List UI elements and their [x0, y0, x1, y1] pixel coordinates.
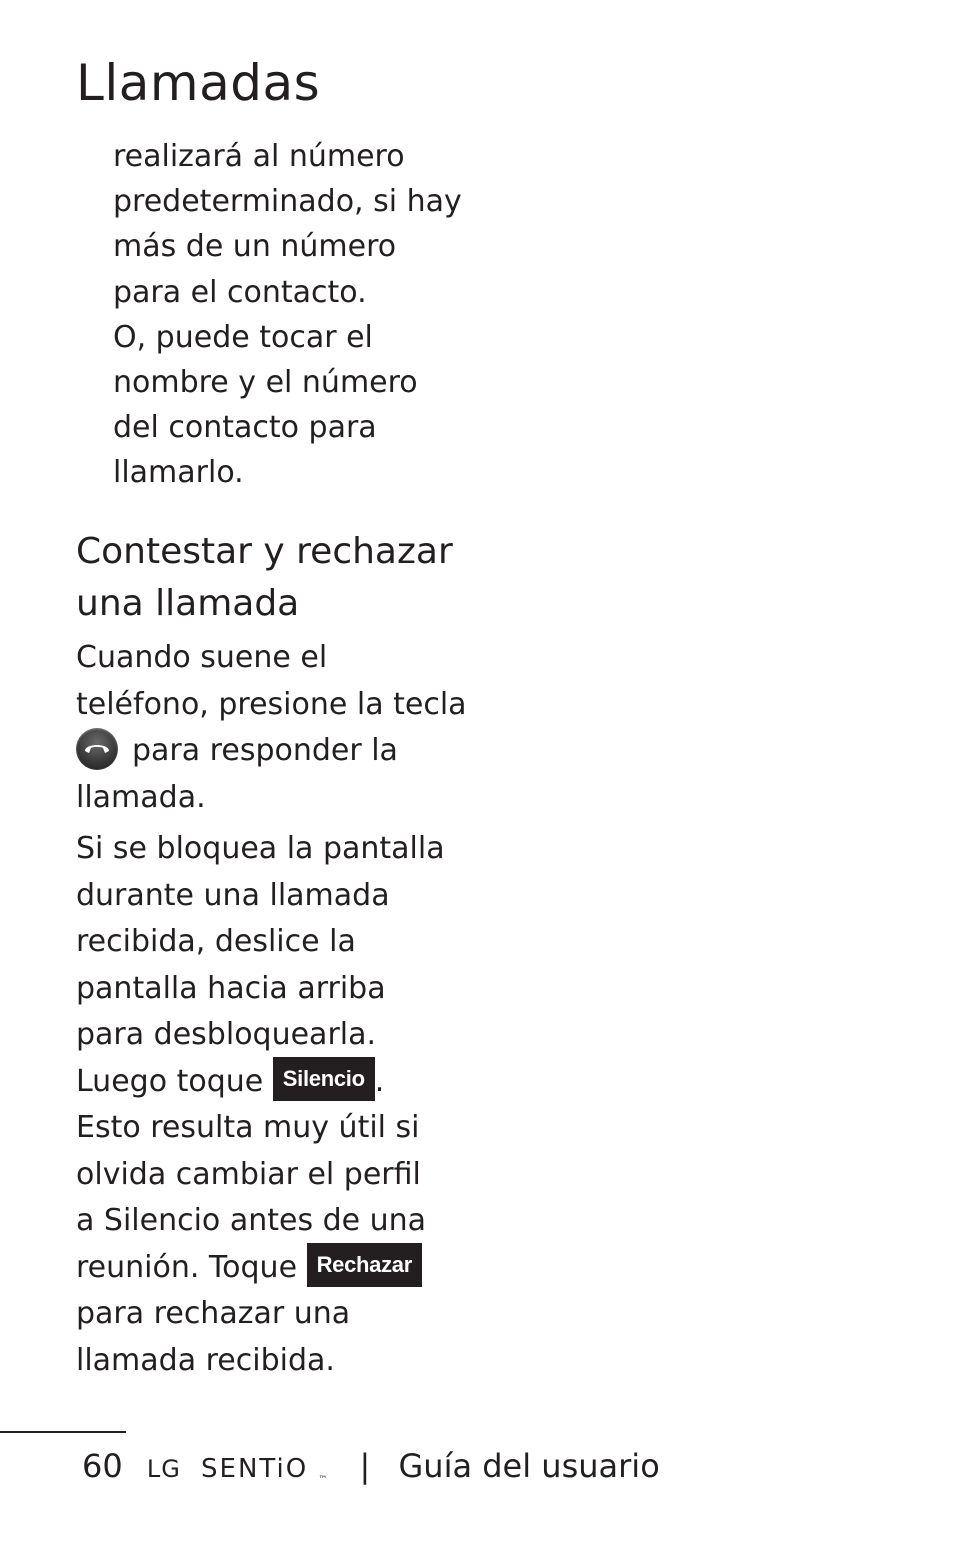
text-line: para rechazar una	[76, 1296, 351, 1331]
text-line: predeterminado, si hay	[113, 184, 462, 220]
page-footer	[82, 1442, 660, 1493]
text-line: para desbloquearla.	[76, 1017, 377, 1052]
answer-paragraph	[76, 635, 496, 821]
text-line: para el contacto.	[113, 274, 367, 310]
text-line: durante una llamada	[76, 877, 390, 913]
text-fragment: Luego toque	[76, 1063, 264, 1099]
silence-reject-paragraph	[76, 826, 496, 1384]
text-line-with-icon	[76, 728, 496, 775]
text-line: más de un número	[113, 229, 397, 265]
text-line-with-key	[76, 1059, 496, 1106]
text-line: Cuando suene el	[76, 640, 328, 675]
text-line: olvida cambiar el perfil	[76, 1156, 421, 1192]
brand-logo: LG	[146, 1455, 181, 1483]
page-title: Llamadas	[76, 54, 321, 112]
text-line: Si se bloquea la pantalla	[76, 831, 445, 866]
heading-line: una llamada	[76, 583, 300, 624]
silence-key-label: Silencio	[273, 1057, 375, 1101]
phone-answer-icon	[76, 728, 118, 770]
text-line: O, puede tocar el	[113, 319, 373, 355]
text-line: del contacto para	[113, 410, 377, 446]
text-fragment: reunión. Toque	[76, 1249, 298, 1285]
reject-key-label: Rechazar	[307, 1243, 422, 1287]
text-line: pantalla hacia arriba	[76, 970, 386, 1006]
heading-line: Contestar y rechazar	[76, 531, 453, 572]
text-line: realizará al número	[113, 139, 405, 174]
text-line: llamarlo.	[113, 455, 244, 491]
trademark-mark: ™	[318, 1475, 328, 1485]
text-line: nombre y el número	[113, 365, 418, 401]
model-name: SENTiO	[201, 1454, 309, 1484]
text-line: teléfono, presione la tecla	[76, 686, 467, 722]
text-fragment: .	[374, 1063, 385, 1099]
text-line: Esto resulta muy útil si	[76, 1110, 420, 1145]
continued-paragraph	[113, 134, 513, 496]
text-line: recibida, deslice la	[76, 924, 356, 959]
text-line: a Silencio antes de una	[76, 1203, 427, 1238]
text-line: llamada.	[76, 779, 206, 815]
text-line: llamada recibida.	[76, 1342, 335, 1378]
section-heading	[76, 526, 453, 630]
text-line-with-key	[76, 1245, 496, 1292]
text-fragment: para responder la	[132, 733, 398, 768]
footer-rule	[0, 1431, 126, 1433]
footer-separator: |	[359, 1447, 371, 1485]
guide-title: Guía del usuario	[398, 1447, 660, 1485]
page-number: 60	[82, 1447, 123, 1485]
